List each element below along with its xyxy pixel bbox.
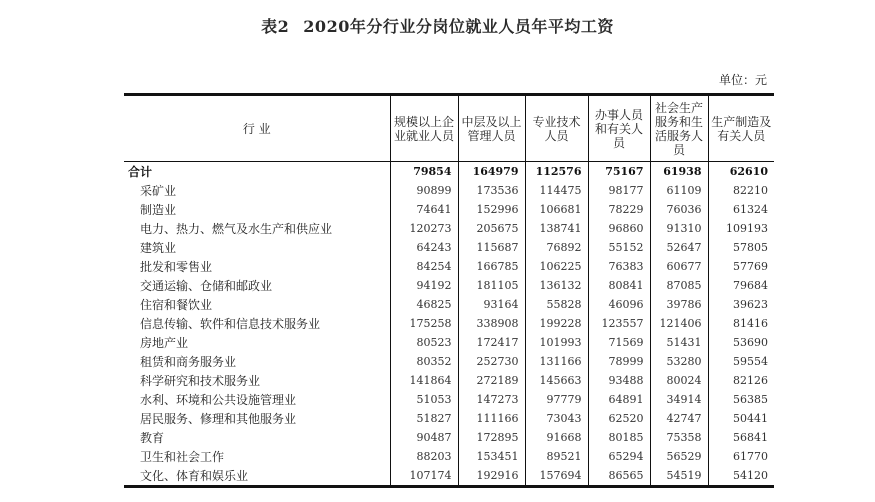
wage-value: 90899 bbox=[416, 184, 452, 197]
wage-value: 157694 bbox=[525, 466, 588, 487]
wage-value: 76036 bbox=[650, 200, 708, 219]
wage-value: 136132 bbox=[525, 276, 588, 295]
wage-value: 109193 bbox=[708, 219, 774, 238]
wage-value: 175258 bbox=[409, 317, 452, 330]
header-col-3: 专业技术人员 bbox=[525, 95, 588, 162]
wage-value: 53280 bbox=[650, 352, 708, 371]
wage-value: 87085 bbox=[650, 276, 708, 295]
wage-value: 107174 bbox=[390, 466, 458, 487]
table-row bbox=[124, 409, 774, 428]
wage-value: 57805 bbox=[708, 238, 774, 257]
header-col-2: 中层及以上管理人员 bbox=[458, 95, 525, 162]
industry-name: 制造业 bbox=[124, 200, 390, 219]
wage-value: 78229 bbox=[588, 200, 650, 219]
table-row bbox=[124, 238, 774, 257]
wage-value: 192916 bbox=[458, 466, 525, 487]
table-row bbox=[124, 447, 774, 466]
wage-value: 39623 bbox=[708, 295, 774, 314]
wage-value: 73043 bbox=[525, 409, 588, 428]
wage-value: 80841 bbox=[588, 276, 650, 295]
wage-value: 79684 bbox=[708, 276, 774, 295]
industry-name: 居民服务、修理和其他服务业 bbox=[124, 409, 390, 428]
industry-name: 信息传输、软件和信息技术服务业 bbox=[124, 314, 390, 333]
wage-value: 97779 bbox=[525, 390, 588, 409]
wage-value: 121406 bbox=[650, 314, 708, 333]
industry-name: 卫生和社会工作 bbox=[124, 447, 390, 466]
wage-value: 42747 bbox=[650, 409, 708, 428]
wage-value: 94192 bbox=[416, 279, 452, 292]
wage-value: 145663 bbox=[525, 371, 588, 390]
wage-value: 91668 bbox=[525, 428, 588, 447]
wage-value: 55152 bbox=[588, 238, 650, 257]
wage-value: 76892 bbox=[525, 238, 588, 257]
table-row bbox=[124, 295, 774, 314]
table-row bbox=[124, 390, 774, 409]
header-row bbox=[124, 95, 774, 162]
table-row bbox=[124, 466, 774, 487]
wage-value: 78999 bbox=[588, 352, 650, 371]
wage-value: 53690 bbox=[708, 333, 774, 352]
wage-value: 89521 bbox=[525, 447, 588, 466]
wage-value: 147273 bbox=[458, 390, 525, 409]
wage-value: 153451 bbox=[458, 447, 525, 466]
wage-value: 79854 bbox=[413, 165, 452, 178]
wage-value: 46096 bbox=[588, 295, 650, 314]
wage-value: 205675 bbox=[458, 219, 525, 238]
wage-value: 59554 bbox=[708, 352, 774, 371]
table-row bbox=[124, 371, 774, 390]
header-industry: 行 业 bbox=[124, 95, 390, 162]
industry-name: 科学研究和技术服务业 bbox=[124, 371, 390, 390]
wage-value: 112576 bbox=[525, 162, 588, 182]
header-col-1: 规模以上企业就业人员 bbox=[390, 95, 458, 162]
wage-value: 82126 bbox=[708, 371, 774, 390]
table-number: 表2 bbox=[261, 17, 290, 36]
table-row bbox=[124, 181, 774, 200]
wage-value: 199228 bbox=[525, 314, 588, 333]
wage-value: 51827 bbox=[416, 412, 452, 425]
wage-value: 338908 bbox=[458, 314, 525, 333]
wage-value: 76383 bbox=[588, 257, 650, 276]
industry-name: 合计 bbox=[124, 162, 390, 182]
industry-name: 住宿和餐饮业 bbox=[124, 295, 390, 314]
wage-table bbox=[124, 93, 774, 488]
wage-value: 61938 bbox=[650, 162, 708, 182]
wage-value: 131166 bbox=[525, 352, 588, 371]
wage-value: 111166 bbox=[458, 409, 525, 428]
industry-name: 交通运输、仓储和邮政业 bbox=[124, 276, 390, 295]
industry-name: 文化、体育和娱乐业 bbox=[124, 466, 390, 487]
wage-value: 172417 bbox=[458, 333, 525, 352]
wage-value: 62520 bbox=[588, 409, 650, 428]
industry-name: 批发和零售业 bbox=[124, 257, 390, 276]
wage-value: 91310 bbox=[650, 219, 708, 238]
table-row bbox=[124, 219, 774, 238]
industry-name: 房地产业 bbox=[124, 333, 390, 352]
wage-value: 166785 bbox=[458, 257, 525, 276]
wage-value: 34914 bbox=[650, 390, 708, 409]
header-col-6: 生产制造及有关人员 bbox=[708, 95, 774, 162]
wage-value: 152996 bbox=[458, 200, 525, 219]
wage-value: 82210 bbox=[708, 181, 774, 200]
wage-value: 272189 bbox=[458, 371, 525, 390]
wage-value: 51053 bbox=[416, 393, 452, 406]
wage-value: 61109 bbox=[650, 181, 708, 200]
wage-value: 141864 bbox=[409, 374, 452, 387]
table-row bbox=[124, 352, 774, 371]
wage-value: 65294 bbox=[588, 447, 650, 466]
wage-value: 86565 bbox=[588, 466, 650, 487]
wage-value: 93164 bbox=[458, 295, 525, 314]
wage-value: 75358 bbox=[650, 428, 708, 447]
industry-name: 建筑业 bbox=[124, 238, 390, 257]
wage-value: 81416 bbox=[708, 314, 774, 333]
wage-value: 96860 bbox=[588, 219, 650, 238]
table-title-text: 2020年分行业分岗位就业人员年平均工资 bbox=[303, 17, 614, 36]
wage-value: 138741 bbox=[525, 219, 588, 238]
industry-name: 教育 bbox=[124, 428, 390, 447]
wage-value: 60677 bbox=[650, 257, 708, 276]
wage-value: 80352 bbox=[416, 355, 452, 368]
wage-value: 64243 bbox=[416, 241, 452, 254]
wage-value: 120273 bbox=[409, 222, 452, 235]
wage-value: 61324 bbox=[708, 200, 774, 219]
wage-value: 98177 bbox=[588, 181, 650, 200]
wage-value: 51431 bbox=[650, 333, 708, 352]
wage-value: 123557 bbox=[588, 314, 650, 333]
wage-value: 172895 bbox=[458, 428, 525, 447]
wage-value: 57769 bbox=[708, 257, 774, 276]
wage-value: 75167 bbox=[588, 162, 650, 182]
header-col-4: 办事人员和有关人员 bbox=[588, 95, 650, 162]
table-row-total bbox=[124, 162, 774, 182]
wage-value: 55828 bbox=[525, 295, 588, 314]
wage-value: 39786 bbox=[650, 295, 708, 314]
wage-value: 84254 bbox=[416, 260, 452, 273]
industry-name: 电力、热力、燃气及水生产和供应业 bbox=[124, 219, 390, 238]
wage-value: 62610 bbox=[708, 162, 774, 182]
unit-label: 单位：元 bbox=[718, 73, 767, 87]
industry-name: 租赁和商务服务业 bbox=[124, 352, 390, 371]
wage-value: 64891 bbox=[588, 390, 650, 409]
industry-name: 采矿业 bbox=[124, 181, 390, 200]
wage-value: 56529 bbox=[650, 447, 708, 466]
wage-value: 114475 bbox=[525, 181, 588, 200]
table-row bbox=[124, 200, 774, 219]
wage-value: 80024 bbox=[650, 371, 708, 390]
wage-value: 173536 bbox=[458, 181, 525, 200]
table-row bbox=[124, 333, 774, 352]
table-row bbox=[124, 257, 774, 276]
wage-value: 80185 bbox=[588, 428, 650, 447]
wage-value: 54120 bbox=[708, 466, 774, 487]
wage-value: 106681 bbox=[525, 200, 588, 219]
wage-value: 252730 bbox=[458, 352, 525, 371]
header-col-5: 社会生产服务和生活服务人员 bbox=[650, 95, 708, 162]
wage-value: 52647 bbox=[650, 238, 708, 257]
wage-value: 74641 bbox=[416, 203, 452, 216]
table-row bbox=[124, 428, 774, 447]
table-row bbox=[124, 314, 774, 333]
wage-value: 56841 bbox=[708, 428, 774, 447]
wage-value: 56385 bbox=[708, 390, 774, 409]
wage-value: 90487 bbox=[416, 431, 452, 444]
wage-value: 93488 bbox=[588, 371, 650, 390]
wage-value: 115687 bbox=[458, 238, 525, 257]
wage-value: 61770 bbox=[708, 447, 774, 466]
wage-value: 164979 bbox=[458, 162, 525, 182]
table-row bbox=[124, 276, 774, 295]
wage-value: 71569 bbox=[588, 333, 650, 352]
wage-value: 106225 bbox=[525, 257, 588, 276]
wage-value: 46825 bbox=[416, 298, 452, 311]
industry-name: 水利、环境和公共设施管理业 bbox=[124, 390, 390, 409]
wage-value: 50441 bbox=[708, 409, 774, 428]
wage-value: 181105 bbox=[458, 276, 525, 295]
wage-value: 101993 bbox=[525, 333, 588, 352]
page-title bbox=[0, 14, 875, 37]
wage-value: 80523 bbox=[416, 336, 452, 349]
wage-value: 88203 bbox=[416, 450, 452, 463]
wage-value: 54519 bbox=[650, 466, 708, 487]
